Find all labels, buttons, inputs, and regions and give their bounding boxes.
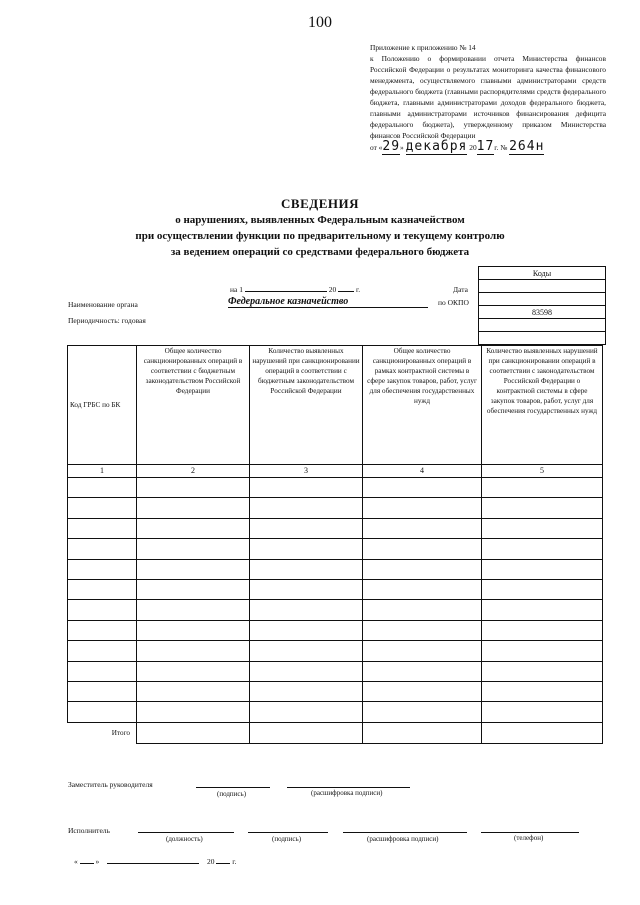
year-blank (338, 291, 354, 292)
date-label: Дата (453, 285, 468, 294)
appendix-date (370, 141, 606, 153)
codes-table (478, 266, 606, 345)
title-line2: о нарушениях, выявленных Федеральным казначейством (175, 214, 465, 226)
deputy-decode-line (287, 787, 410, 788)
codes-empty2 (479, 332, 606, 345)
order-year: 17 (476, 139, 495, 154)
date-prefix: от « (370, 143, 383, 152)
table-row (68, 579, 603, 599)
table-row (68, 478, 603, 498)
org-value (228, 296, 428, 308)
document-title (0, 196, 640, 260)
month-blank (107, 863, 199, 864)
colnum-4: 4 (363, 465, 482, 478)
year-prefix: 20 (469, 143, 477, 152)
year-g-bottom: г. (232, 857, 237, 866)
executor-phone-line (481, 832, 579, 833)
year-blank-bottom (216, 863, 230, 864)
title-heading: СВЕДЕНИЯ (281, 196, 359, 211)
page-number: 100 (308, 14, 332, 31)
table-row (68, 641, 603, 661)
total-label: Итого (111, 728, 130, 737)
header-col3: Количество выявленных нарушений при санкционировании операций в соответствии с бюджетным законодательством Российской Федерации (250, 346, 363, 465)
day-blank (80, 863, 94, 864)
appendix-line1: Приложение к приложению № 14 (370, 43, 476, 52)
table-row (68, 518, 603, 538)
table-row (68, 498, 603, 518)
deputy-sign-line (196, 787, 270, 788)
executor-decode-caption: (расшифровка подписи) (367, 835, 439, 843)
header-col4: Общее количество санкционированных операций в рамках контрактной системы в сфере закупок товаров, работ, услуг для обеспечения государственных нужд (363, 346, 482, 465)
sign-date-line (74, 857, 236, 866)
period-label: Периодичность: годовая (68, 316, 146, 325)
table-header-row (68, 346, 603, 465)
date-open: « (74, 857, 78, 866)
appendix-body: к Положению о формировании отчета Министерства финансов Российской Федерации о результатах мониторинга качества финансового менеджмента, осуществляемого главными администраторами средств федерального бюджета (главными распорядителями средств федерального бюджета, главными администраторами доходов федерального бюджета, главными администраторами источников финансирования дефицита федерального бюджета), утвержденному приказом Министерства финансов Российской Федерации (370, 54, 606, 140)
year-20-bottom: 20 (207, 857, 215, 866)
column-numbers-row (68, 465, 603, 478)
table-row (68, 702, 603, 722)
date-blank (245, 291, 327, 292)
codes-form (479, 280, 606, 293)
executor-sign-caption: (подпись) (272, 835, 302, 843)
table-row (68, 539, 603, 559)
total-row (68, 722, 603, 743)
executor-decode-line (343, 832, 467, 833)
order-day: 29 (382, 139, 401, 154)
executor-label: Исполнитель (68, 826, 110, 835)
colnum-1: 1 (68, 465, 137, 478)
codes-date (479, 293, 606, 306)
deputy-label: Заместитель руководителя (68, 780, 153, 789)
header-col2: Общее количество санкционированных операций в соответствии с бюджетным законодательством Российской Федерации (137, 346, 250, 465)
okpo-label: по ОКПО (438, 298, 469, 307)
executor-position-line (138, 832, 234, 833)
violations-table (67, 345, 603, 744)
na-label: на 1 (230, 285, 243, 294)
table-row (68, 559, 603, 579)
date-mid: » (400, 143, 404, 152)
org-value-text: Федеральное казначейство (228, 296, 428, 308)
table-row (68, 620, 603, 640)
colnum-2: 2 (137, 465, 250, 478)
phone-caption: (телефон) (514, 834, 544, 842)
executor-sign-line (248, 832, 328, 833)
title-line3: при осуществлении функции по предварительному и текущему контролю (135, 230, 505, 242)
header-col1: Код ГРБС по БК (68, 346, 137, 465)
codes-okpo: 83598 (479, 306, 606, 319)
table-row (68, 600, 603, 620)
year-suffix: г. № (494, 143, 508, 152)
table-row (68, 681, 603, 701)
codes-header: Коды (479, 267, 606, 280)
colnum-5: 5 (482, 465, 603, 478)
report-date-line (230, 285, 360, 294)
date-close: » (95, 857, 100, 866)
codes-empty1 (479, 319, 606, 332)
colnum-3: 3 (250, 465, 363, 478)
org-label: Наименование органа (68, 300, 138, 309)
table-row (68, 661, 603, 681)
year-g: г. (355, 285, 361, 294)
deputy-decode-caption: (расшифровка подписи) (311, 789, 383, 797)
position-caption: (должность) (166, 835, 203, 843)
header-col5: Количество выявленных нарушений при санкционировании операций в соответствии с законодательством Российской Федерации о контрактной системы в сфере закупок товаров, работ, услуг для обеспечения государственных нужд (482, 346, 603, 465)
appendix-block (370, 42, 606, 153)
year-20: 20 (328, 285, 337, 294)
deputy-sign-caption: (подпись) (217, 790, 247, 798)
title-line4: за ведением операций со средствами федерального бюджета (170, 246, 470, 258)
order-number: 264н (509, 139, 545, 154)
order-month: декабря (405, 139, 468, 154)
